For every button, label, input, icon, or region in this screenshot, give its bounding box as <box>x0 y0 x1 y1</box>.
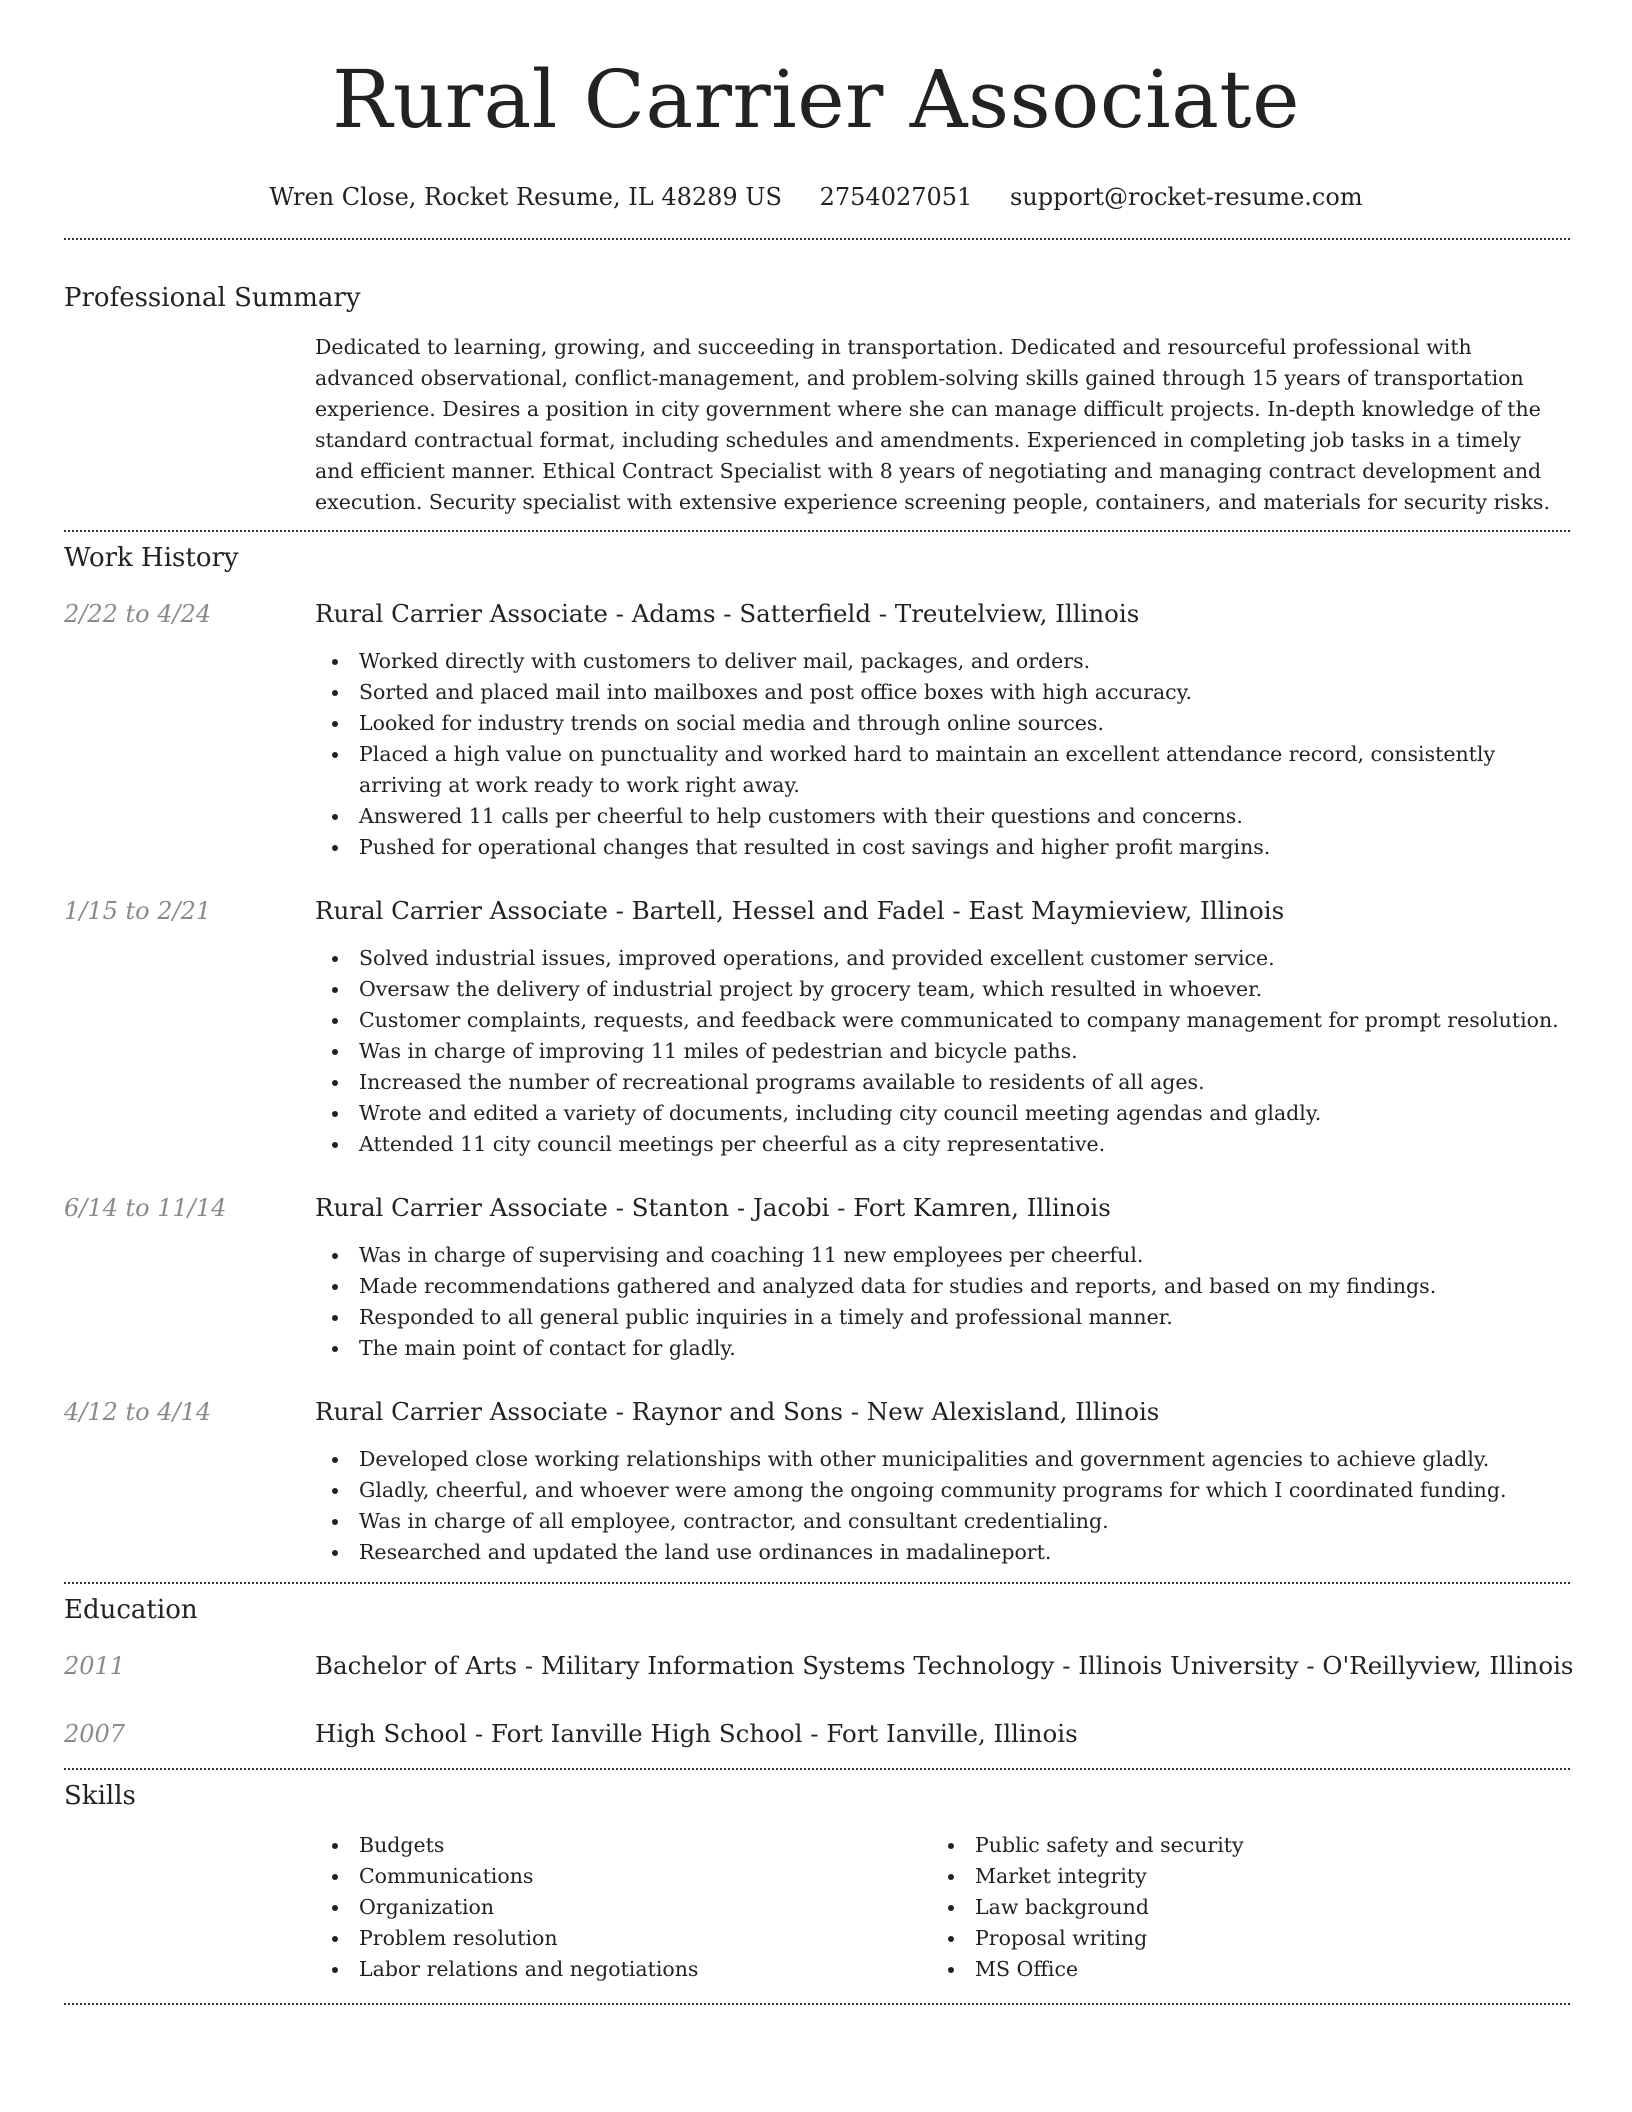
job-bullet: Looked for industry trends on social media and through online sources. <box>315 708 1560 739</box>
job-bullet: Developed close working relationships with other municipalities and government agencies to achieve gladly. <box>315 1444 1560 1475</box>
skill-item: Proposal writing <box>931 1923 1547 1954</box>
job-entry <box>0 598 1632 863</box>
job-title: Rural Carrier Associate - Raynor and Sons - New Alexisland, Illinois <box>315 1397 1160 1426</box>
skill-item: Law background <box>931 1892 1547 1923</box>
skill-item: Communications <box>315 1861 931 1892</box>
section-divider <box>64 2003 1570 2005</box>
job-bullet: Was in charge of all employee, contractor, and consultant credentialing. <box>315 1506 1560 1537</box>
job-bullet: Was in charge of supervising and coaching 11 new employees per cheerful. <box>315 1240 1560 1271</box>
section-title-work: Work History <box>64 543 239 573</box>
section-title-summary: Professional Summary <box>64 283 361 313</box>
job-bullet: Sorted and placed mail into mailboxes and post office boxes with high accuracy. <box>315 677 1560 708</box>
candidate-name: Rural Carrier Associate <box>332 53 1300 146</box>
skill-item: Labor relations and negotiations <box>315 1954 931 1985</box>
job-bullet: Oversaw the delivery of industrial project by grocery team, which resulted in whoever. <box>315 974 1560 1005</box>
job-title: Rural Carrier Associate - Adams - Satterfield - Treutelview, Illinois <box>315 599 1140 628</box>
contact-address: Wren Close, Rocket Resume, IL 48289 US <box>269 183 782 211</box>
section-divider <box>64 1582 1570 1584</box>
job-bullet: Increased the number of recreational programs available to residents of all ages. <box>315 1067 1560 1098</box>
job-dates: 6/14 to 11/14 <box>64 1194 227 1222</box>
job-bullets <box>315 1240 1560 1364</box>
contact-phone: 2754027051 <box>819 183 973 211</box>
job-bullet: Placed a high value on punctuality and worked hard to maintain an excellent attendance record, consistently arriving at work ready to work right away. <box>315 739 1560 801</box>
section-title-education: Education <box>64 1595 198 1625</box>
job-entry <box>0 1396 1632 1568</box>
section-divider <box>64 1768 1570 1770</box>
section-title-skills: Skills <box>64 1781 136 1811</box>
skill-item: Budgets <box>315 1830 931 1861</box>
skill-item: Public safety and security <box>931 1830 1547 1861</box>
job-bullet: Pushed for operational changes that resulted in cost savings and higher profit margins. <box>315 832 1560 863</box>
skills-column-right <box>931 1830 1547 1985</box>
education-degree: High School - Fort Ianville High School - Fort Ianville, Illinois <box>315 1719 1078 1748</box>
job-dates: 1/15 to 2/21 <box>64 897 212 925</box>
education-entry <box>0 1650 1632 1682</box>
education-year: 2007 <box>64 1720 126 1748</box>
skills-column-left <box>315 1830 931 1985</box>
job-bullet: Made recommendations gathered and analyzed data for studies and reports, and based on my findings. <box>315 1271 1560 1302</box>
job-bullet: Attended 11 city council meetings per cheerful as a city representative. <box>315 1129 1560 1160</box>
contact-email: support@rocket-resume.com <box>1009 183 1363 211</box>
job-entry <box>0 1192 1632 1364</box>
summary-text: Dedicated to learning, growing, and succeeding in transportation. Dedicated and resourceful professional with advanced observational, conflict-management, and problem-solving skills gained through 15 years of transportation experience. Desires a position in city government where she can manage difficult projects. In-depth knowledge of the standard contractual format, including schedules and amendments. Experienced in completing job tasks in a timely and efficient manner. Ethical Contract Specialist with 8 years of negotiating and managing contract development and execution. Security specialist with extensive experience screening people, containers, and materials for security risks. <box>315 335 1550 514</box>
job-bullets <box>315 1444 1560 1568</box>
job-bullet: Was in charge of improving 11 miles of pedestrian and bicycle paths. <box>315 1036 1560 1067</box>
job-bullet: The main point of contact for gladly. <box>315 1333 1560 1364</box>
job-bullet: Answered 11 calls per cheerful to help customers with their questions and concerns. <box>315 801 1560 832</box>
job-title: Rural Carrier Associate - Bartell, Hessel and Fadel - East Maymieview, Illinois <box>315 896 1285 925</box>
job-dates: 2/22 to 4/24 <box>64 600 212 628</box>
resume-header <box>0 0 1632 212</box>
skills-list <box>315 1830 1560 1985</box>
job-bullet: Responded to all general public inquiries in a timely and professional manner. <box>315 1302 1560 1333</box>
job-dates: 4/12 to 4/14 <box>64 1398 212 1426</box>
job-bullets <box>315 646 1560 863</box>
skill-item: Organization <box>315 1892 931 1923</box>
skill-item: Market integrity <box>931 1861 1547 1892</box>
skill-item: MS Office <box>931 1954 1547 1985</box>
education-year: 2011 <box>64 1652 126 1680</box>
contact-line <box>0 182 1632 212</box>
job-entry <box>0 895 1632 1160</box>
education-degree: Bachelor of Arts - Military Information Systems Technology - Illinois University - O'Reillyview, Illinois <box>315 1651 1574 1680</box>
job-bullet: Wrote and edited a variety of documents, including city council meeting agendas and gladly. <box>315 1098 1560 1129</box>
section-divider <box>64 238 1570 240</box>
section-divider <box>64 530 1570 532</box>
job-bullets <box>315 943 1560 1160</box>
skill-item: Problem resolution <box>315 1923 931 1954</box>
job-bullet: Solved industrial issues, improved operations, and provided excellent customer service. <box>315 943 1560 974</box>
job-bullet: Researched and updated the land use ordinances in madalineport. <box>315 1537 1560 1568</box>
job-title: Rural Carrier Associate - Stanton - Jacobi - Fort Kamren, Illinois <box>315 1193 1111 1222</box>
job-bullet: Worked directly with customers to deliver mail, packages, and orders. <box>315 646 1560 677</box>
job-bullet: Customer complaints, requests, and feedback were communicated to company management for prompt resolution. <box>315 1005 1560 1036</box>
education-entry <box>0 1718 1632 1750</box>
job-bullet: Gladly, cheerful, and whoever were among the ongoing community programs for which I coordinated funding. <box>315 1475 1560 1506</box>
